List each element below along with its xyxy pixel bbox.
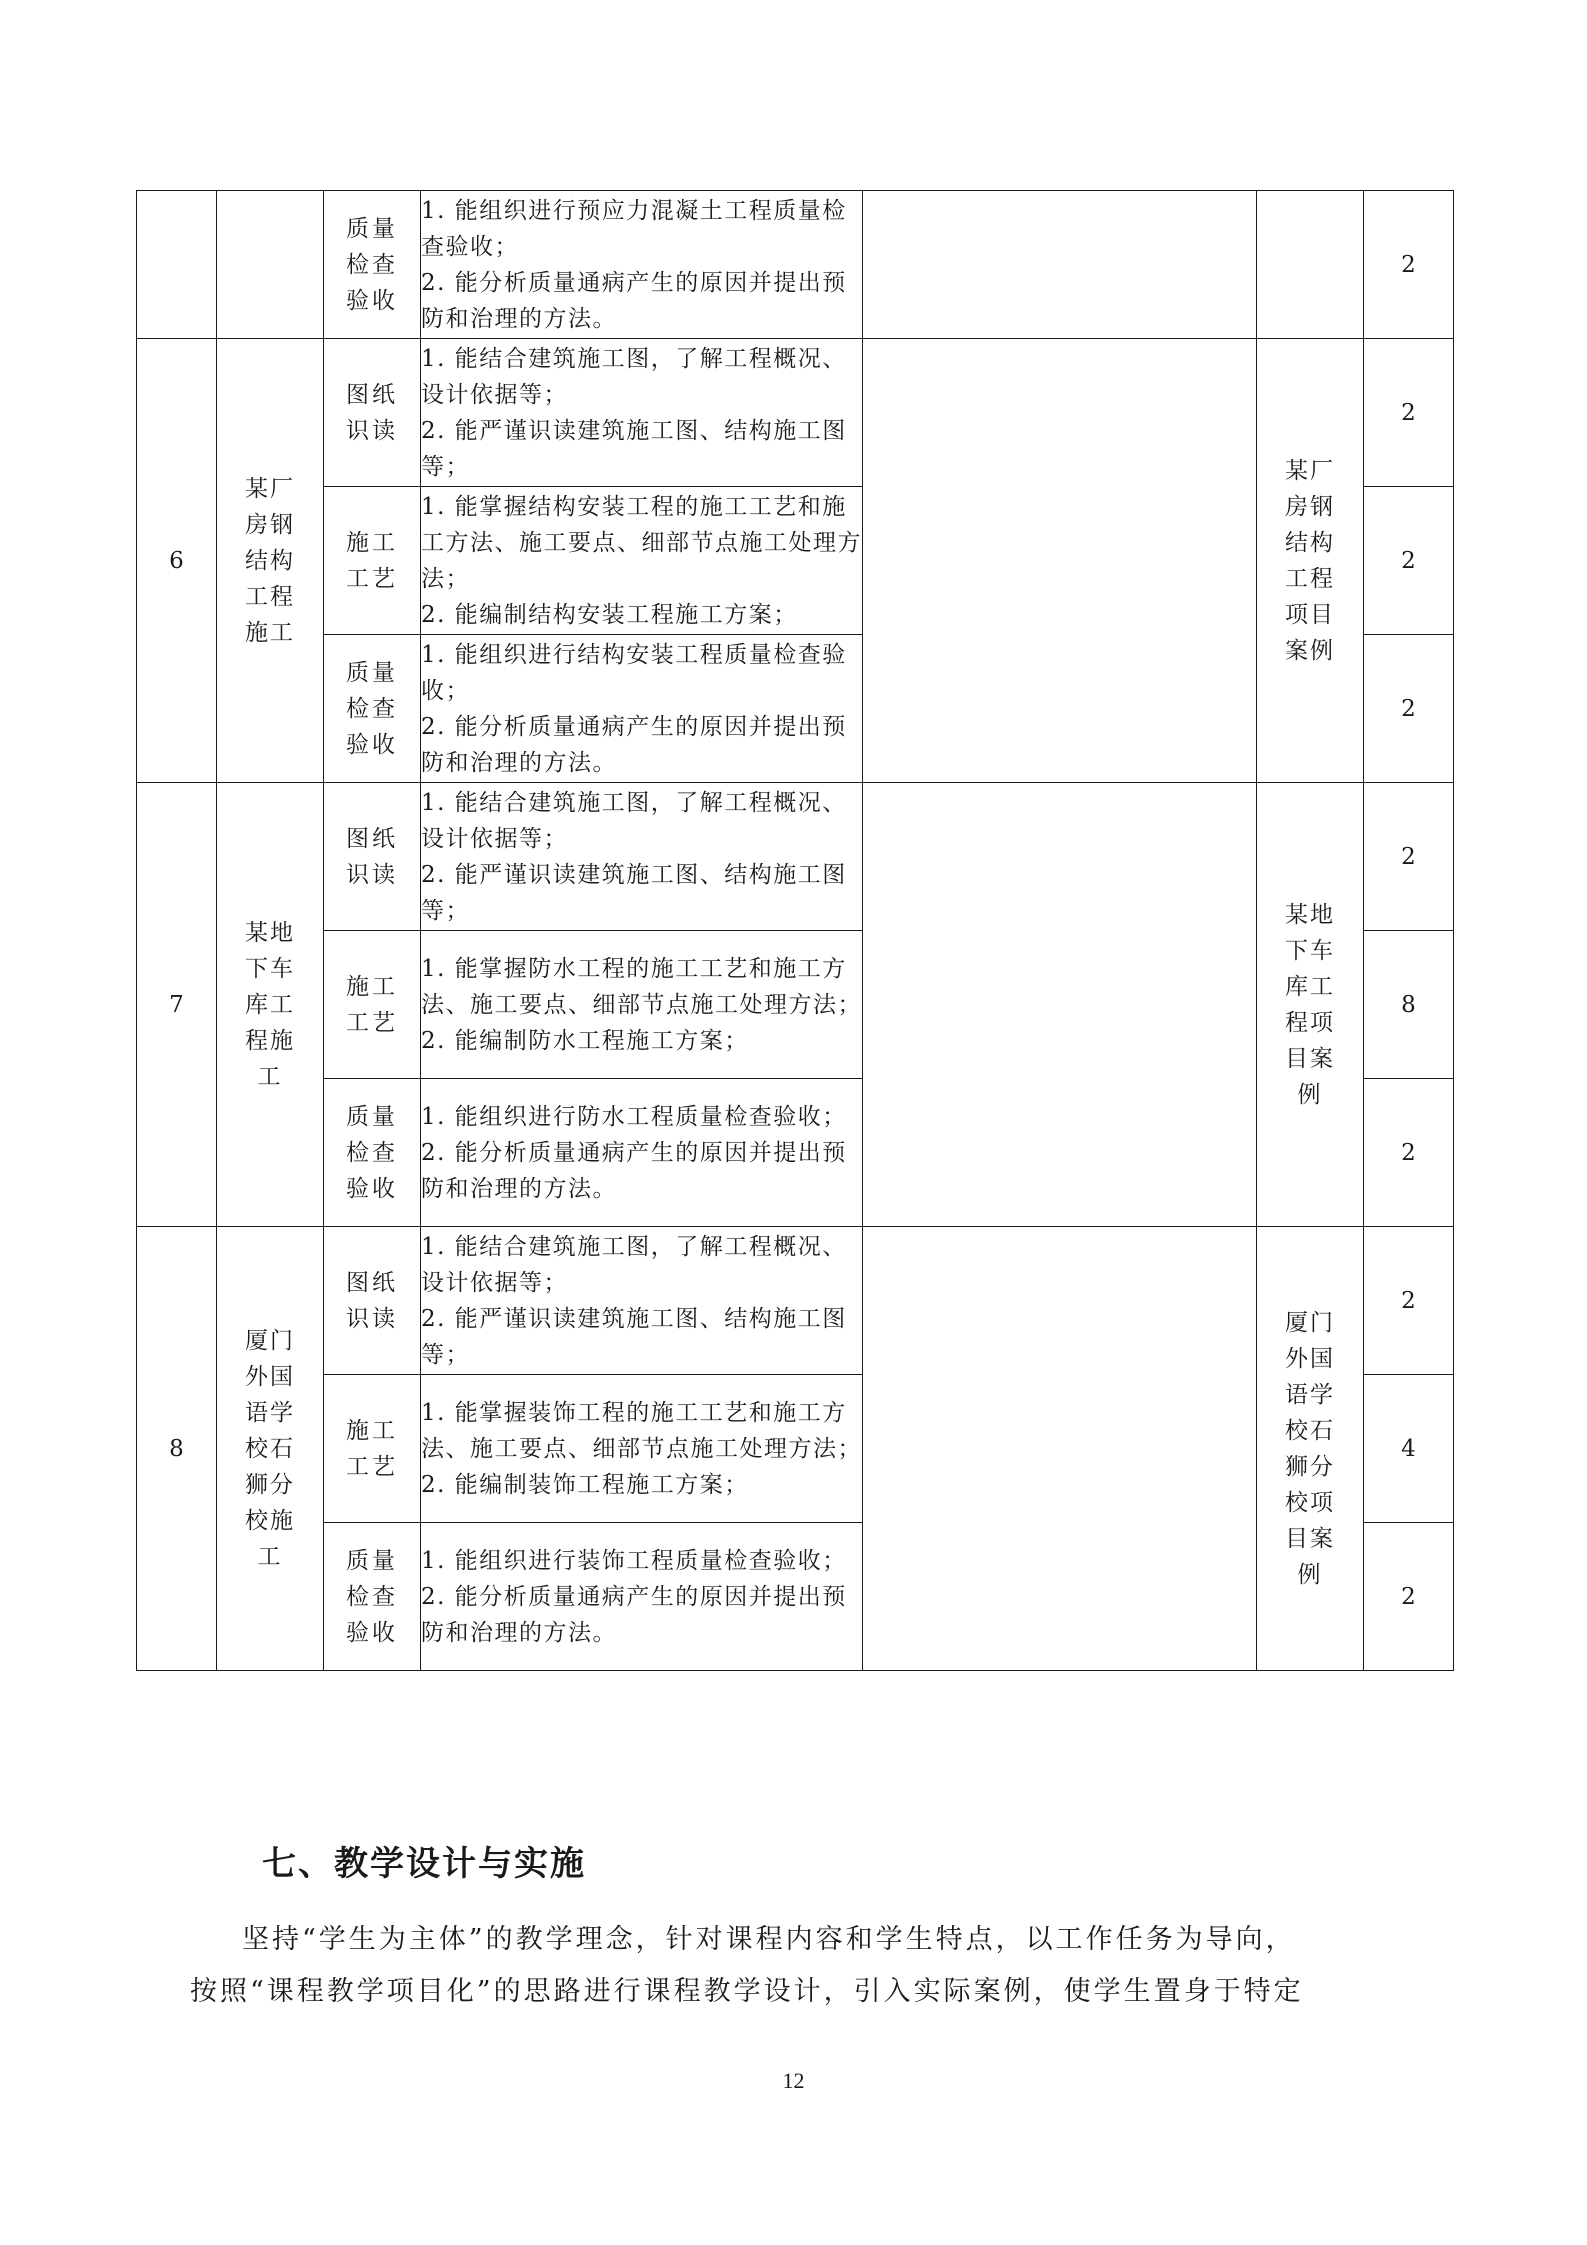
stage-name-cell bbox=[324, 1523, 421, 1671]
table-row bbox=[137, 1227, 1454, 1375]
section-paragraph-line-2: 按照“课程教学项目化”的思路进行课程教学设计，引入实际案例，使学生置身于特定 bbox=[190, 1976, 1304, 2007]
page-number: 12 bbox=[782, 2068, 805, 2093]
stage-name-cell bbox=[324, 783, 421, 931]
project-name-cell bbox=[217, 1227, 324, 1671]
class-hours-cell: 2 bbox=[1364, 487, 1454, 635]
ability-requirement-item: 1. 能组织进行结构安装工程质量检查验收； bbox=[421, 641, 847, 704]
row-number-cell: 8 bbox=[137, 1227, 217, 1671]
class-hours-cell: 2 bbox=[1364, 783, 1454, 931]
curriculum-table bbox=[136, 190, 1454, 1671]
ability-requirement-cell bbox=[421, 635, 863, 783]
row-number-cell: 6 bbox=[137, 339, 217, 783]
ability-requirement-item: 2. 能严谨识读建筑施工图、结构施工图等； bbox=[421, 417, 847, 480]
ability-requirement-item: 2. 能分析质量通病产生的原因并提出预防和治理的方法。 bbox=[421, 1583, 847, 1646]
ability-requirement-item: 2. 能编制防水工程施工方案； bbox=[421, 1027, 749, 1054]
ability-requirement-cell bbox=[421, 1375, 863, 1523]
stage-name-cell bbox=[324, 191, 421, 339]
ability-requirement-cell bbox=[421, 931, 863, 1079]
ability-requirement-item: 2. 能分析质量通病产生的原因并提出预防和治理的方法。 bbox=[421, 1139, 847, 1202]
case-resource: 某厂房钢结构工程项目案例 bbox=[1285, 457, 1335, 664]
project-name: 某地下车库工程施工 bbox=[245, 919, 295, 1090]
stage-name: 图纸识读 bbox=[346, 825, 398, 888]
stage-name: 施工工艺 bbox=[346, 973, 398, 1036]
empty-content-cell bbox=[863, 191, 1257, 339]
class-hours-cell: 8 bbox=[1364, 931, 1454, 1079]
case-resource-cell bbox=[1257, 191, 1364, 339]
project-name: 某厂房钢结构工程施工 bbox=[245, 475, 295, 646]
row-number-cell: 7 bbox=[137, 783, 217, 1227]
stage-name: 施工工艺 bbox=[346, 1417, 398, 1480]
ability-requirement-cell bbox=[421, 783, 863, 931]
stage-name: 质量检查验收 bbox=[346, 215, 398, 314]
ability-requirement-item: 1. 能掌握装饰工程的施工工艺和施工方法、施工要点、细部节点施工处理方法； bbox=[421, 1399, 862, 1462]
ability-requirement-item: 2. 能编制结构安装工程施工方案； bbox=[421, 601, 798, 628]
ability-requirement-cell bbox=[421, 191, 863, 339]
stage-name: 质量检查验收 bbox=[346, 659, 398, 758]
ability-requirement-item: 1. 能掌握结构安装工程的施工工艺和施工方法、施工要点、细部节点施工处理方法； bbox=[421, 493, 862, 592]
stage-name-cell bbox=[324, 635, 421, 783]
ability-requirement-item: 1. 能组织进行防水工程质量检查验收； bbox=[421, 1103, 847, 1130]
ability-requirement-item: 2. 能严谨识读建筑施工图、结构施工图等； bbox=[421, 1305, 847, 1368]
class-hours-cell: 2 bbox=[1364, 1523, 1454, 1671]
table-row bbox=[137, 783, 1454, 931]
table-row bbox=[137, 339, 1454, 487]
ability-requirement-item: 2. 能编制装饰工程施工方案； bbox=[421, 1471, 749, 1498]
ability-requirement-item: 1. 能结合建筑施工图，了解工程概况、设计依据等； bbox=[421, 1233, 847, 1296]
stage-name-cell bbox=[324, 339, 421, 487]
ability-requirement-cell bbox=[421, 1227, 863, 1375]
stage-name-cell bbox=[324, 1375, 421, 1523]
section-paragraph-line-1: 坚持“学生为主体”的教学理念，针对课程内容和学生特点，以工作任务为导向， bbox=[242, 1924, 1296, 1955]
ability-requirement-cell bbox=[421, 1523, 863, 1671]
project-name-cell bbox=[217, 339, 324, 783]
case-resource: 某地下车库工程项目案例 bbox=[1285, 901, 1335, 1108]
ability-requirement-item: 2. 能严谨识读建筑施工图、结构施工图等； bbox=[421, 861, 847, 924]
class-hours-cell: 2 bbox=[1364, 1227, 1454, 1375]
stage-name-cell bbox=[324, 487, 421, 635]
ability-requirement-item: 1. 能组织进行预应力混凝土工程质量检查验收； bbox=[421, 197, 847, 260]
ability-requirement-item: 2. 能分析质量通病产生的原因并提出预防和治理的方法。 bbox=[421, 269, 847, 332]
ability-requirement-cell bbox=[421, 1079, 863, 1227]
project-name-cell bbox=[217, 191, 324, 339]
ability-requirement-cell bbox=[421, 339, 863, 487]
class-hours-cell: 4 bbox=[1364, 1375, 1454, 1523]
row-number-cell bbox=[137, 191, 217, 339]
stage-name-cell bbox=[324, 1079, 421, 1227]
case-resource-cell bbox=[1257, 339, 1364, 783]
class-hours-cell: 2 bbox=[1364, 339, 1454, 487]
empty-content-cell bbox=[863, 1227, 1257, 1671]
class-hours-cell: 2 bbox=[1364, 191, 1454, 339]
ability-requirement-item: 2. 能分析质量通病产生的原因并提出预防和治理的方法。 bbox=[421, 713, 847, 776]
case-resource-cell bbox=[1257, 783, 1364, 1227]
stage-name: 施工工艺 bbox=[346, 529, 398, 592]
empty-content-cell bbox=[863, 339, 1257, 783]
project-name-cell bbox=[217, 783, 324, 1227]
empty-content-cell bbox=[863, 783, 1257, 1227]
class-hours-cell: 2 bbox=[1364, 1079, 1454, 1227]
case-resource-cell bbox=[1257, 1227, 1364, 1671]
stage-name: 质量检查验收 bbox=[346, 1547, 398, 1646]
stage-name-cell bbox=[324, 931, 421, 1079]
ability-requirement-item: 1. 能结合建筑施工图，了解工程概况、设计依据等； bbox=[421, 345, 847, 408]
stage-name-cell bbox=[324, 1227, 421, 1375]
stage-name: 图纸识读 bbox=[346, 381, 398, 444]
ability-requirement-item: 1. 能结合建筑施工图，了解工程概况、设计依据等； bbox=[421, 789, 847, 852]
table-row bbox=[137, 191, 1454, 339]
section-heading: 七、教学设计与实施 bbox=[262, 1844, 586, 1884]
class-hours-cell: 2 bbox=[1364, 635, 1454, 783]
ability-requirement-item: 1. 能组织进行装饰工程质量检查验收； bbox=[421, 1547, 847, 1574]
curriculum-table-body bbox=[137, 191, 1454, 1671]
case-resource: 厦门外国语学校石狮分校项目案例 bbox=[1285, 1309, 1335, 1588]
stage-name: 质量检查验收 bbox=[346, 1103, 398, 1202]
ability-requirement-cell bbox=[421, 487, 863, 635]
stage-name: 图纸识读 bbox=[346, 1269, 398, 1332]
project-name: 厦门外国语学校石狮分校施工 bbox=[245, 1327, 295, 1570]
ability-requirement-item: 1. 能掌握防水工程的施工工艺和施工方法、施工要点、细部节点施工处理方法； bbox=[421, 955, 862, 1018]
